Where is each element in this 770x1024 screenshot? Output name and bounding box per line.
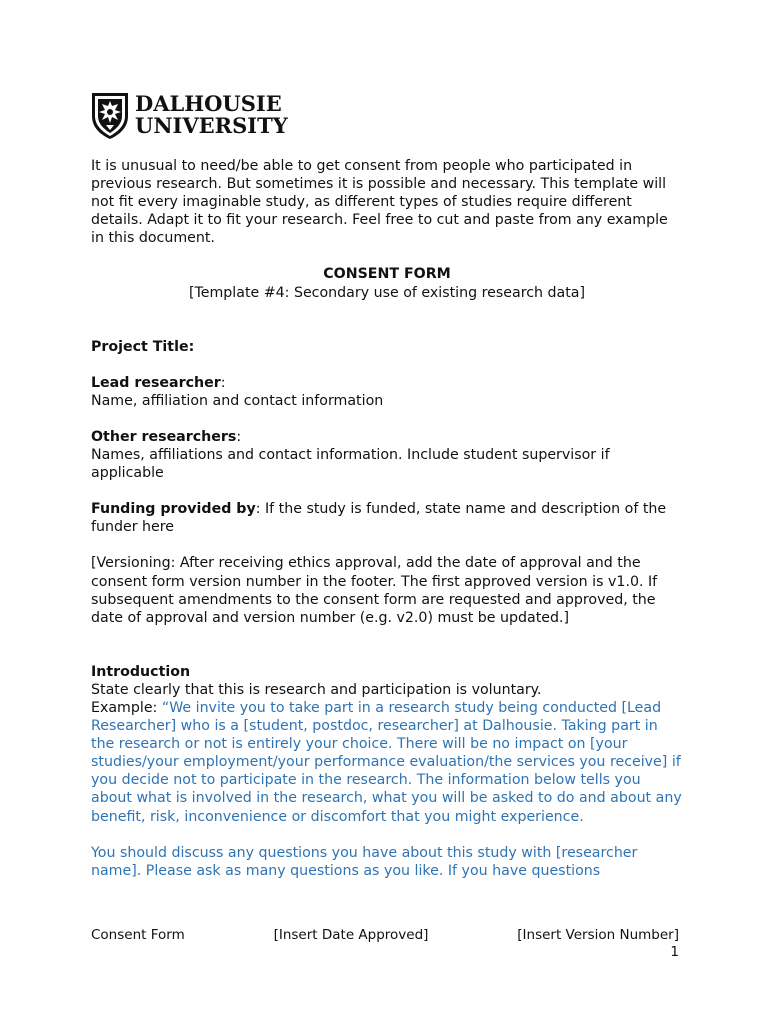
- university-logo: [91, 92, 288, 140]
- introduction-heading: Introduction: [91, 663, 191, 680]
- page-number: 1: [670, 944, 679, 960]
- logo-line-university: UNIVERSITY: [135, 113, 288, 138]
- footer-version-number: [Insert Version Number]: [517, 927, 679, 943]
- other-researchers-label: Other researchers: [91, 428, 237, 445]
- lead-researcher-heading: [91, 374, 683, 392]
- document-body: [91, 157, 683, 880]
- example-text: “We invite you to take part in a research study being conducted [Lead Researcher] who is a [student, postdoc, researcher] at Dalhousie. Taking part in the research or not is entirely your choice. There will be no impact on [your studies/your employment/your performance evaluation/the services you receive] if you decide not to participate in the research. The information below tells you about what is involved in the research, what you will be asked to do and about any benefit, risk, inconvenience or discomfort that you might experience.: [91, 699, 682, 825]
- form-subtitle: [Template #4: Secondary use of existing research data]: [188, 284, 586, 301]
- footer-row: [91, 927, 679, 944]
- funding-paragraph: [91, 500, 683, 536]
- funding-value: : If the study is funded, state name and description of the funder here: [91, 501, 667, 536]
- footer-date-approved: [Insert Date Approved]: [273, 927, 429, 943]
- introduction-instruction: State clearly that this is research and participation is voluntary.: [91, 681, 542, 698]
- example-text-continued: You should discuss any questions you have about this study with [researcher name]. Please ask as many questions as you like. If you have questions: [91, 844, 638, 879]
- other-researchers-heading: [91, 428, 683, 446]
- footer-form-name: Consent Form: [91, 927, 185, 943]
- lead-researcher-value: Name, affiliation and contact information: [91, 392, 384, 409]
- funding-label: Funding provided by: [91, 501, 256, 518]
- lead-researcher-colon: :: [220, 374, 226, 391]
- logo-wordmark: [135, 93, 288, 137]
- intro-note: It is unusual to need/be able to get consent from people who participated in previous research. But sometimes it is possible and necessary. This template will not fit every imaginable study, as different types of studies require different details. Adapt it to fit your research. Feel free to cut and paste from any example in this document.: [91, 158, 668, 247]
- other-researchers-value: Names, affiliations and contact information. Include student supervisor if applicable: [91, 447, 610, 482]
- other-researchers-colon: :: [236, 428, 242, 445]
- example-label: Example:: [91, 699, 162, 716]
- dalhousie-crest-icon: [91, 92, 129, 140]
- lead-researcher-label: Lead researcher: [91, 374, 221, 391]
- versioning-note: [Versioning: After receiving ethics approval, add the date of approval and the consent form version number in the footer. The first approved version is v1.0. If subsequent amendments to the consent form are requested and approved, the date of approval and version number (e.g. v2.0) must be updated.]: [91, 555, 658, 626]
- project-title-label: Project Title:: [91, 338, 195, 355]
- logo-line-dalhousie: DALHOUSIE: [135, 91, 282, 116]
- introduction-example: [91, 699, 683, 826]
- page-footer: [91, 927, 679, 961]
- form-title: CONSENT FORM: [323, 266, 451, 283]
